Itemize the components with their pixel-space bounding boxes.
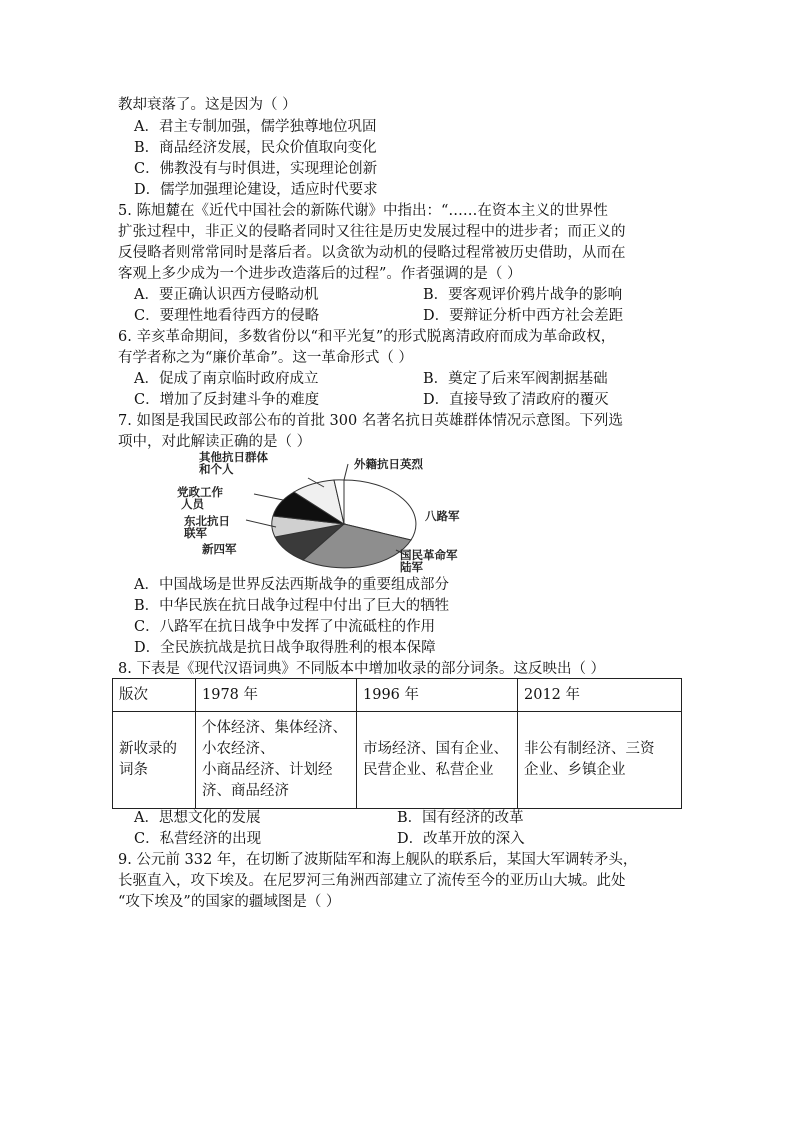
q4-option-a: A．君主专制加强，儒学独尊地位巩固 [134, 119, 377, 135]
table-cell-1996 [357, 712, 518, 809]
q7-option-a: A．中国战场是世界反法西斯战争的重要组成部分 [134, 577, 449, 593]
q5-stem-line3: 反侵略者则常常同时是落后者。以贪欲为动机的侵略过程常被历史借助，从而在 [118, 245, 626, 261]
q7-option-d: D．全民族抗战是抗日战争取得胜利的根本保障 [134, 640, 436, 656]
leader-party [254, 494, 283, 500]
table-cell-2012 [518, 712, 682, 809]
q6-option-a: A．促成了南京临时政府成立 [134, 371, 319, 387]
q8-option-a: A．思想文化的发展 [134, 810, 261, 826]
q7-stem-line2: 项中，对此解读正确的是（ ） [118, 434, 312, 450]
q5-option-d: D．要辩证分析中西方社会差距 [423, 308, 624, 324]
heroes-pie-figure [168, 450, 508, 574]
table-row [113, 712, 682, 809]
cell-1978-line3: 小商品经济、计划经 [202, 762, 333, 778]
q5-stem-line1: 5. 陈旭麓在《近代中国社会的新陈代谢》中指出：“……在资本主义的世界性 [118, 203, 608, 219]
pie-label-other-1: 其他抗日群体 [199, 450, 268, 464]
table-row [113, 679, 682, 712]
cell-1978-line1: 个体经济、集体经济、 [202, 720, 347, 736]
pie-label-party-2: 人员 [181, 497, 204, 511]
table-cell-row-label [113, 712, 196, 809]
q7-option-b: B．中华民族在抗日战争过程中付出了巨大的牺牲 [134, 598, 450, 614]
pie-label-northeast-1: 东北抗日 [184, 514, 230, 528]
q5-stem-line4: 客观上多少成为一个进步改造落后的过程”。作者强调的是（ ） [118, 266, 522, 282]
cell-1978-line4: 济、商品经济 [202, 783, 289, 799]
q4-option-c: C．佛教没有与时俱进，实现理论创新 [134, 161, 378, 177]
cell-2012-line2: 企业、乡镇企业 [524, 762, 626, 778]
leader-foreign [344, 464, 348, 480]
table-header-2012: 2012 年 [518, 679, 682, 712]
q5-stem-line2: 扩张过程中，非正义的侵略者同时又往往是历史发展过程中的进步者；而正义的 [118, 224, 626, 240]
q6-option-b: B．奠定了后来军阀割据基础 [423, 371, 608, 387]
q8-option-d: D．改革开放的深入 [397, 831, 525, 847]
q5-option-a: A．要正确认识西方侵略动机 [134, 287, 319, 303]
cell-1978-line2: 小农经济、 [202, 741, 275, 757]
pie-label-eighth-route: 八路军 [425, 509, 460, 523]
q6-stem-line1: 6. 辛亥革命期间，多数省份以“和平光复”的形式脱离清政府而成为革命政权， [118, 329, 616, 345]
table-header-1996: 1996 年 [357, 679, 518, 712]
table-header-1978: 1978 年 [196, 679, 357, 712]
row-label-line2: 词条 [119, 762, 148, 778]
q7-stem-line1: 7. 如图是我国民政部公布的首批 300 名著名抗日英雄群体情况示意图。下列选 [118, 413, 623, 429]
q9-stem-line2: 长驱直入，攻下埃及。在尼罗河三角洲西部建立了流传至今的亚历山大城。此处 [118, 873, 626, 889]
q6-option-c: C．增加了反封建斗争的难度 [134, 392, 320, 408]
pie-label-other-2: 和个人 [199, 462, 234, 476]
dictionary-table [112, 678, 682, 809]
q9-stem-line1: 9. 公元前 332 年，在切断了波斯陆军和海上舰队的联系后，某国大军调转矛头， [118, 852, 638, 868]
cell-1996-line1: 市场经济、国有企业、 [363, 741, 508, 757]
pie-label-new-fourth: 新四军 [202, 542, 237, 556]
pie-label-nra-1: 国民革命军 [400, 548, 458, 562]
q8-option-c: C．私营经济的出现 [134, 831, 262, 847]
q6-stem-line2: 有学者称之为“廉价革命”。这一革命形式（ ） [118, 350, 413, 366]
q5-option-b: B．要客观评价鸦片战争的影响 [423, 287, 623, 303]
table-cell-1978 [196, 712, 357, 809]
cell-2012-line1: 非公有制经济、三资 [524, 741, 655, 757]
q8-stem-line1: 8. 下表是《现代汉语词典》不同版本中增加收录的部分词条。这反映出（ ） [118, 661, 606, 677]
pie-label-foreign: 外籍抗日英烈 [354, 457, 423, 471]
q7-option-c: C．八路军在抗日战争中发挥了中流砥柱的作用 [134, 619, 436, 635]
q6-option-d: D．直接导致了清政府的覆灭 [423, 392, 609, 408]
heroes-pie-chart [168, 450, 508, 574]
q9-stem-line3: “攻下埃及”的国家的疆域图是（ ） [118, 894, 341, 910]
q8-option-b: B．国有经济的改革 [397, 810, 524, 826]
q4-stem-tail: 教却衰落了。这是因为（ ） [118, 97, 297, 113]
pie-label-party-1: 党政工作 [177, 485, 223, 499]
q4-option-b: B．商品经济发展，民众价值取向变化 [134, 140, 377, 156]
cell-1996-line2: 民营企业、私营企业 [363, 762, 494, 778]
pie-label-northeast-2: 联军 [184, 526, 207, 540]
table-header-edition: 版次 [113, 679, 196, 712]
row-label-line1: 新收录的 [119, 741, 177, 757]
q4-option-d: D．儒学加强理论建设，适应时代要求 [134, 182, 378, 198]
q5-option-c: C．要理性地看待西方的侵略 [134, 308, 320, 324]
pie-label-nra-2: 陆军 [400, 560, 423, 574]
